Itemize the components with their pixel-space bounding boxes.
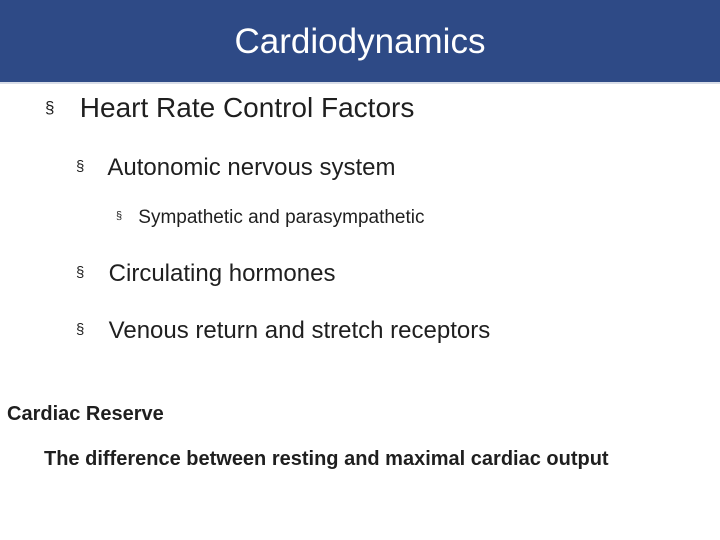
cardiac-reserve-heading: Cardiac Reserve — [7, 403, 164, 425]
main-bullet-text: Heart Rate Control Factors — [79, 92, 415, 123]
cardiac-reserve-definition: The difference between resting and maximal cardiac output — [44, 448, 609, 470]
bullet-icon: § — [45, 97, 55, 117]
bullet-icon: § — [116, 210, 123, 222]
sub-bullet-autonomic — [76, 154, 395, 183]
sub-bullet-text: Autonomic nervous system — [107, 154, 396, 181]
sub-bullet-text: Circulating hormones — [108, 260, 336, 287]
bullet-icon: § — [76, 320, 85, 338]
sub-bullet-text: Venous return and stretch receptors — [108, 317, 491, 344]
title-bar — [0, 0, 720, 84]
slide-title: Cardiodynamics — [234, 22, 486, 61]
nested-bullet-text: Sympathetic and parasympathetic — [138, 207, 425, 229]
nested-bullet-sympathetic — [116, 207, 425, 229]
sub-bullet-venous-return — [76, 317, 490, 346]
sub-bullet-hormones — [76, 260, 335, 289]
bullet-icon: § — [76, 157, 85, 175]
bullet-icon: § — [76, 263, 85, 281]
main-bullet-row — [45, 92, 414, 126]
